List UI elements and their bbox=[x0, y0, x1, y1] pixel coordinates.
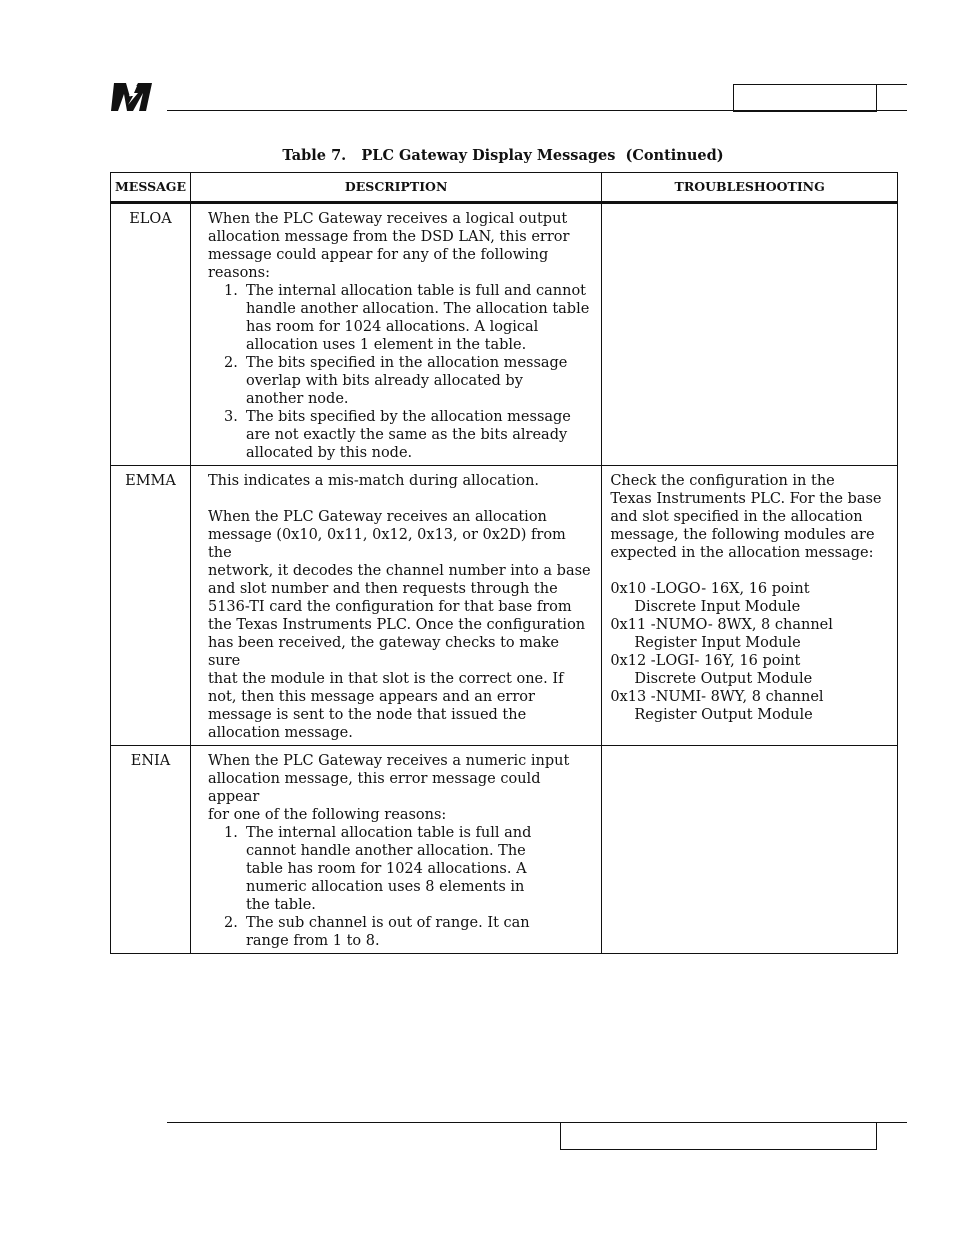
text-line: for one of the following reasons: bbox=[207, 807, 447, 823]
text-line: not, then this message appears and an error bbox=[207, 689, 535, 705]
text-line: allocated by this node. bbox=[245, 445, 413, 461]
text-line: 5136-TI card the configuration for that base from bbox=[207, 599, 572, 615]
text-line: has been received, the gateway checks to make sure bbox=[207, 635, 559, 669]
description-cell bbox=[190, 746, 601, 954]
text-line: The internal allocation table is full and bbox=[245, 825, 532, 841]
text-line: cannot handle another allocation. The bbox=[245, 843, 526, 859]
text-line: Texas Instruments PLC. For the base bbox=[610, 491, 882, 507]
text-line: and slot number and then requests through the bbox=[207, 581, 558, 597]
column-header-description: DESCRIPTION bbox=[190, 173, 601, 203]
list-item bbox=[208, 824, 593, 914]
text-line: reasons: bbox=[207, 265, 270, 281]
item-number: 1. bbox=[223, 825, 238, 841]
message-code: EMMA bbox=[111, 466, 191, 746]
text-line: allocation uses 1 element in the table. bbox=[245, 337, 527, 353]
item-number: 3. bbox=[223, 409, 238, 425]
table-row bbox=[111, 466, 898, 746]
text-line: The bits specified by the allocation message bbox=[245, 409, 571, 425]
text-line: numeric allocation uses 8 elements in bbox=[245, 879, 525, 895]
troubleshooting-cell bbox=[602, 746, 898, 954]
company-logo bbox=[108, 83, 156, 113]
text-line: table has room for 1024 allocations. A bbox=[245, 861, 527, 877]
module-code: 0x10 -LOGO- 16X, 16 point bbox=[610, 581, 810, 597]
text-line: are not exactly the same as the bits already bbox=[245, 427, 568, 443]
troubleshooting-intro bbox=[610, 472, 891, 562]
text-line: The internal allocation table is full and cannot bbox=[245, 283, 587, 299]
text-line: has room for 1024 allocations. A logical bbox=[245, 319, 539, 335]
text-line: allocation message from the DSD LAN, this error bbox=[207, 229, 570, 245]
text-line: When the PLC Gateway receives an allocation bbox=[207, 509, 547, 525]
text-line: handle another allocation. The allocation table bbox=[245, 301, 590, 317]
description-paragraph bbox=[208, 508, 593, 742]
text-line: allocation message. bbox=[207, 725, 353, 741]
text-line: overlap with bits already allocated by bbox=[245, 373, 523, 389]
text-line: message, the following modules are bbox=[610, 527, 875, 543]
messages-table bbox=[110, 172, 898, 954]
text-line: another node. bbox=[245, 391, 349, 407]
list-item bbox=[208, 354, 593, 408]
header-rule-right bbox=[877, 84, 907, 85]
text-line: network, it decodes the channel number into a base bbox=[207, 563, 591, 579]
text-line: The bits specified in the allocation message bbox=[245, 355, 568, 371]
text-line: message is sent to the node that issued the bbox=[207, 707, 527, 723]
table-header-row bbox=[111, 173, 898, 203]
description-intro bbox=[208, 752, 593, 824]
text-line: the Texas Instruments PLC. Once the configuration bbox=[207, 617, 586, 633]
text-line: message could appear for any of the following bbox=[207, 247, 549, 263]
module-code: 0x12 -LOGI- 16Y, 16 point bbox=[610, 653, 801, 669]
description-paragraph: This indicates a mis-match during allocation. bbox=[207, 473, 540, 489]
description-cell bbox=[190, 203, 601, 466]
item-number: 1. bbox=[223, 283, 238, 299]
header-page-box bbox=[733, 84, 877, 112]
module-name: Register Input Module bbox=[634, 635, 801, 651]
module-code: 0x13 -NUMI- 8WY, 8 channel bbox=[610, 689, 824, 705]
reasons-list bbox=[208, 824, 593, 950]
text-line: and slot specified in the allocation bbox=[610, 509, 863, 525]
footer-page-box bbox=[560, 1122, 877, 1150]
module-name: Register Output Module bbox=[634, 707, 813, 723]
description-intro bbox=[208, 210, 593, 282]
module-name: Discrete Input Module bbox=[634, 599, 801, 615]
list-item bbox=[208, 914, 593, 950]
text-line: expected in the allocation message: bbox=[610, 545, 874, 561]
table-row bbox=[111, 203, 898, 466]
module-list bbox=[610, 580, 891, 724]
item-number: 2. bbox=[223, 355, 238, 371]
module-name: Discrete Output Module bbox=[634, 671, 813, 687]
column-header-message: MESSAGE bbox=[111, 173, 191, 203]
reasons-list bbox=[208, 282, 593, 462]
table-caption: Table 7. PLC Gateway Display Messages (Continued) bbox=[282, 147, 724, 164]
table-row bbox=[111, 746, 898, 954]
text-line: message (0x10, 0x11, 0x12, 0x13, or 0x2D) from the bbox=[207, 527, 566, 561]
description-cell bbox=[190, 466, 601, 746]
message-code: ENIA bbox=[111, 746, 191, 954]
text-line: Check the configuration in the bbox=[610, 473, 835, 489]
text-line: that the module in that slot is the correct one. If bbox=[207, 671, 564, 687]
item-number: 2. bbox=[223, 915, 238, 931]
list-item bbox=[208, 282, 593, 354]
list-item bbox=[208, 408, 593, 462]
text-line: allocation message, this error message could appear bbox=[207, 771, 541, 805]
text-line: When the PLC Gateway receives a logical output bbox=[207, 211, 568, 227]
text-line: The sub channel is out of range. It can bbox=[245, 915, 530, 931]
message-code: ELOA bbox=[111, 203, 191, 466]
text-line: When the PLC Gateway receives a numeric input bbox=[207, 753, 570, 769]
text-line: the table. bbox=[245, 897, 316, 913]
troubleshooting-cell bbox=[602, 203, 898, 466]
troubleshooting-cell bbox=[602, 466, 898, 746]
text-line: range from 1 to 8. bbox=[245, 933, 380, 949]
column-header-troubleshooting: TROUBLESHOOTING bbox=[602, 173, 898, 203]
module-code: 0x11 -NUMO- 8WX, 8 channel bbox=[610, 617, 833, 633]
